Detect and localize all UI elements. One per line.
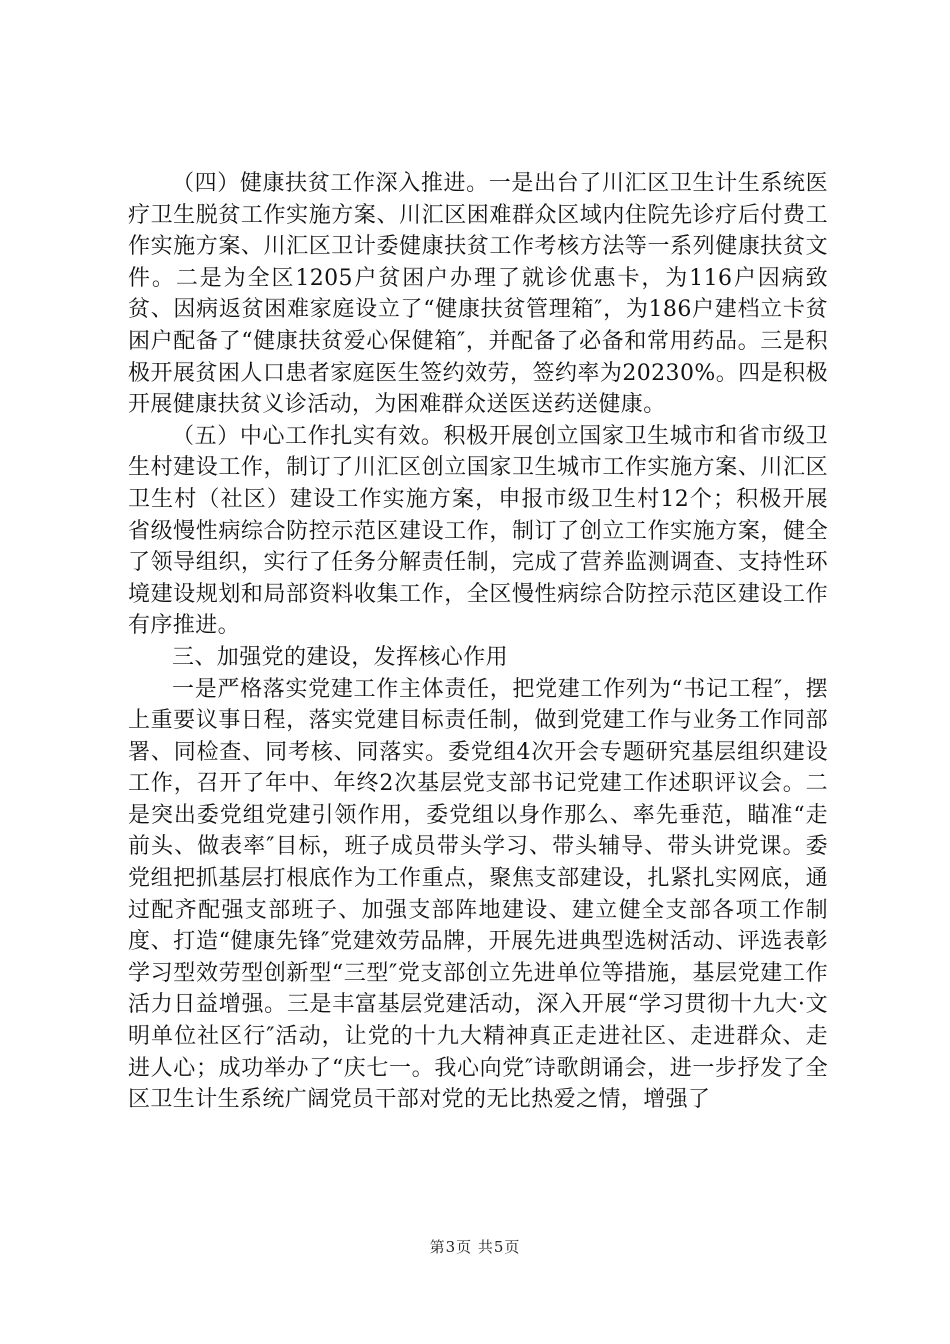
- section-heading: 三、加强党的建设，发挥核心作用: [172, 644, 509, 670]
- paragraph-party-building: 一是严格落实党建工作主体责任，把党建工作列为“书记工程″，摆上重要议事日程，落实党建目标责任制，做到党建工作与业务工作同部署、同检查、同考核、同落实。委党组4次开会专题研究基层组织建设工作，召开了年中、年终2次基层党支部书记党建工作述职评议会。二是突出委党组党建引领作用，委党组以身作那么、率先垂范，瞄准“走前头、做表率″目标，班子成员带头学习、带头辅导、带头讲党课。委党组把抓基层打根底作为工作重点，聚焦支部建设，扎紧扎实网底，通过配齐配强支部班子、加强支部阵地建设、建立健全支部各项工作制度、打造“健康先锋″党建效劳品牌，开展先进典型选树活动、评选表彰学习型效劳型创新型“三型″党支部创立先进单位等措施，基层党建工作活力日益增强。三是丰富基层党建活动，深入开展“学习贯彻十九大·文明单位社区行″活动，让党的十九大精神真正走进社区、走进群众、走进人心；成功举办了“庆七一。我心向党″诗歌朗诵会，进一步抒发了全区卫生计生系统广阔党员干部对党的无比热爱之情，增强了: [128, 676, 828, 1113]
- paragraph-health-poverty: （四）健康扶贫工作深入推进。一是出台了川汇区卫生计生系统医疗卫生脱贫工作实施方案、川汇区困难群众区域内住院先诊疗后付费工作实施方案、川汇区卫计委健康扶贫工作考核方法等一系列健康扶贫文件。二是为全区1205户贫困户办理了就诊优惠卡，为116户因病致贫、因病返贫困难家庭设立了“健康扶贫管理箱″，为186户建档立卡贫困户配备了“健康扶贫爱心保健箱″，并配备了必备和常用药品。三是积极开展贫困人口患者家庭医生签约效劳，签约率为20230%。四是积极开展健康扶贫义诊活动，为困难群众送医送药送健康。: [128, 171, 828, 418]
- paragraph-central-work: （五）中心工作扎实有效。积极开展创立国家卫生城市和省市级卫生村建设工作，制订了川汇区创立国家卫生城市工作实施方案、川汇区卫生村（社区）建设工作实施方案，申报市级卫生村12个；积极开展省级慢性病综合防控示范区建设工作，制订了创立工作实施方案，健全了领导组织，实行了任务分解责任制，完成了营养监测调查、支持性环境建设规划和局部资料收集工作，全区慢性病综合防控示范区建设工作有序推进。: [128, 423, 828, 639]
- document-body: [128, 168, 828, 1116]
- page-number: 第3页 共5页: [429, 1238, 521, 1256]
